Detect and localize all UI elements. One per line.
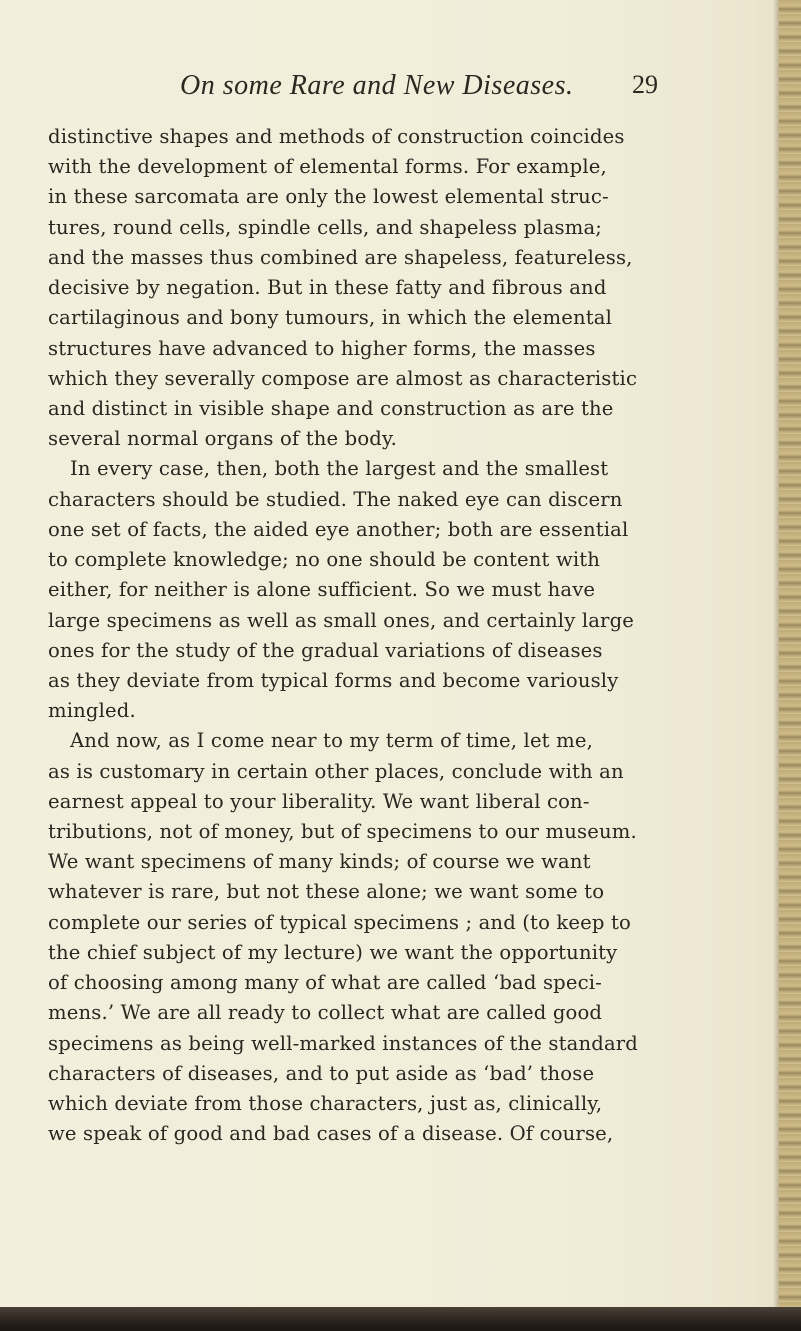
text-line: structures have advanced to higher forms, the masses — [48, 336, 596, 360]
text-line: cartilaginous and bony tumours, in which the elemental — [48, 306, 613, 330]
text-line: as is customary in certain other places, conclude with an — [48, 759, 624, 783]
text-line: with the development of elemental forms. For example, — [48, 155, 607, 179]
running-title: On some Rare and New Diseases. — [180, 70, 574, 101]
text-line: to complete knowledge; no one should be content with — [48, 548, 601, 572]
text-line: decisive by negation. But in these fatty and fibrous and — [48, 276, 607, 300]
text-line: whatever is rare, but not these alone; we want some to — [48, 880, 605, 904]
text-line: In every case, then, both the largest and the smallest — [70, 457, 609, 481]
text-line: We want specimens of many kinds; of course we want — [48, 850, 591, 874]
text-line: characters of diseases, and to put aside as ‘bad’ those — [48, 1061, 595, 1085]
text-line: complete our series of typical specimens ; and (to keep to — [48, 910, 631, 934]
text-line: mens.’ We are all ready to collect what are called good — [48, 1001, 603, 1025]
text-line: and distinct in visible shape and construction as are the — [48, 396, 614, 420]
text-line: distinctive shapes and methods of construction coincides — [48, 125, 625, 148]
text-line: in these sarcomata are only the lowest elemental struc- — [48, 185, 609, 209]
text-line: one set of facts, the aided eye another; both are essential — [48, 517, 629, 541]
text-line: mingled. — [48, 699, 136, 723]
text-line: several normal organs of the body. — [48, 427, 397, 451]
text-line: the chief subject of my lecture) we want the opportunity — [48, 940, 618, 964]
text-line: either, for neither is alone sufficient. So we must have — [48, 578, 596, 602]
body-text — [48, 122, 788, 1149]
text-line: specimens as being well-marked instances of the standard — [48, 1031, 638, 1055]
text-line: tures, round cells, spindle cells, and shapeless plasma; — [48, 215, 603, 239]
text-line: which they severally compose are almost as characteristic — [48, 366, 638, 390]
text-line: ones for the study of the gradual variations of diseases — [48, 638, 603, 662]
text-line: And now, as I come near to my term of time, let me, — [70, 729, 593, 753]
text-line: of choosing among many of what are called ‘bad speci- — [48, 971, 602, 995]
text-line: and the masses thus combined are shapeless, featureless, — [48, 245, 633, 269]
text-line: as they deviate from typical forms and become variously — [48, 668, 619, 692]
text-line: tributions, not of money, but of specimens to our museum. — [48, 820, 637, 844]
running-head — [0, 70, 801, 110]
text-line: which deviate from those characters, just as, clinically, — [48, 1092, 603, 1115]
text-line: large specimens as well as small ones, and certainly large — [48, 608, 635, 632]
page-number: 29 — [632, 70, 658, 99]
text-line: we speak of good and bad cases of a disease. Of course, — [48, 1122, 614, 1146]
text-line: earnest appeal to your liberality. We want liberal con- — [48, 789, 590, 813]
page-bottom-shadow — [0, 1307, 801, 1331]
text-line: characters should be studied. The naked eye can discern — [48, 487, 623, 511]
